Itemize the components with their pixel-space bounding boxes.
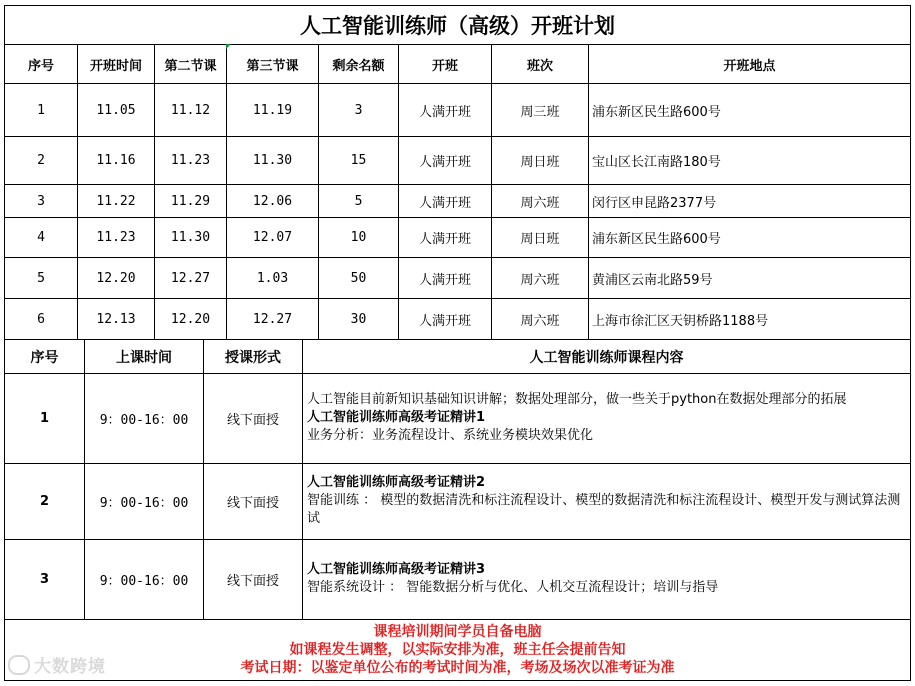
second-lesson-date: 11.23 <box>155 137 227 185</box>
start-date: 11.23 <box>78 218 155 258</box>
second-lesson-date: 12.27 <box>155 258 227 299</box>
course-index: 2 <box>5 464 85 540</box>
class-time: 9：00-16：00 <box>85 540 204 620</box>
class-session: 周六班 <box>492 299 589 340</box>
course-index: 1 <box>5 374 85 464</box>
course-intro: 人工智能目前新知识基础知识讲解；数据处理部分，做一些关于python在数据处理部分的拓展 <box>307 392 847 407</box>
start-date: 12.13 <box>78 299 155 340</box>
row-index: 1 <box>5 84 78 137</box>
course-content <box>303 540 911 620</box>
course-heading: 人工智能训练师高级考证精讲3 <box>307 562 486 577</box>
opening-status: 人满开班 <box>399 299 492 340</box>
header-remaining-seats: 剩余名额 <box>319 45 399 84</box>
location: 宝山区长江南路180号 <box>589 137 911 185</box>
notes-block <box>5 620 911 681</box>
course-row <box>5 374 911 464</box>
header-third-lesson: 第三节课 <box>227 45 319 84</box>
watermark-logo-icon <box>8 655 30 675</box>
note-line: 考试日期：以鉴定单位公布的考试时间为准，考场及场次以准考证为准 <box>240 660 675 676</box>
opening-status: 人满开班 <box>399 84 492 137</box>
start-date: 11.16 <box>78 137 155 185</box>
second-lesson-date: 12.20 <box>155 299 227 340</box>
course-header-row <box>5 340 911 374</box>
remaining-seats: 30 <box>319 299 399 340</box>
remaining-seats: 3 <box>319 84 399 137</box>
second-lesson-date: 11.30 <box>155 218 227 258</box>
class-time: 9：00-16：00 <box>85 374 204 464</box>
class-time: 9：00-16：00 <box>85 464 204 540</box>
location: 上海市徐汇区天钥桥路1188号 <box>589 299 911 340</box>
schedule-header-row <box>5 45 911 84</box>
note-line: 如课程发生调整，以实际安排为准，班主任会提前告知 <box>289 642 626 658</box>
watermark-text: 大数跨境 <box>34 657 106 677</box>
cell-comment-marker-icon <box>226 44 231 49</box>
location: 浦东新区民生路600号 <box>589 84 911 137</box>
page-title: 人工智能训练师（高级）开班计划 <box>5 6 911 45</box>
course-content <box>303 464 911 540</box>
course-row <box>5 540 911 620</box>
row-index: 4 <box>5 218 78 258</box>
header-index: 序号 <box>5 340 85 374</box>
table-row <box>5 84 911 137</box>
header-location: 开班地点 <box>589 45 911 84</box>
remaining-seats: 50 <box>319 258 399 299</box>
third-lesson-date: 1.03 <box>227 258 319 299</box>
second-lesson-date: 11.12 <box>155 84 227 137</box>
start-date: 11.22 <box>78 185 155 218</box>
table-row <box>5 218 911 258</box>
location: 闵行区申昆路2377号 <box>589 185 911 218</box>
third-lesson-date: 12.27 <box>227 299 319 340</box>
third-lesson-date: 11.19 <box>227 84 319 137</box>
remaining-seats: 10 <box>319 218 399 258</box>
note-line: 课程培训期间学员自备电脑 <box>373 624 542 640</box>
class-schedule-table <box>4 5 911 340</box>
remaining-seats: 5 <box>319 185 399 218</box>
schedule-sheet <box>4 5 910 681</box>
class-session: 周六班 <box>492 258 589 299</box>
header-class-time: 上课时间 <box>85 340 204 374</box>
class-session: 周三班 <box>492 84 589 137</box>
third-lesson-date: 11.30 <box>227 137 319 185</box>
course-heading: 人工智能训练师高级考证精讲1 <box>307 410 486 425</box>
start-date: 11.05 <box>78 84 155 137</box>
watermark <box>8 652 106 677</box>
table-row <box>5 299 911 340</box>
location: 黄浦区云南北路59号 <box>589 258 911 299</box>
course-detail: 智能训练 ： 模型的数据清洗和标注流程设计、模型的数据清洗和标注流程设计、模型开发与测试算法测试 <box>307 493 901 526</box>
header-start-date: 开班时间 <box>78 45 155 84</box>
class-session: 周日班 <box>492 218 589 258</box>
teaching-mode: 线下面授 <box>204 540 303 620</box>
table-row <box>5 185 911 218</box>
class-session: 周六班 <box>492 185 589 218</box>
table-row <box>5 137 911 185</box>
course-detail: 智能系统设计 ： 智能数据分析与优化、人机交互流程设计；培训与指导 <box>307 580 719 595</box>
teaching-mode: 线下面授 <box>204 374 303 464</box>
header-second-lesson: 第二节课 <box>155 45 227 84</box>
opening-status: 人满开班 <box>399 185 492 218</box>
third-lesson-date: 12.07 <box>227 218 319 258</box>
start-date: 12.20 <box>78 258 155 299</box>
row-index: 3 <box>5 185 78 218</box>
header-teaching-mode: 授课形式 <box>204 340 303 374</box>
table-row <box>5 258 911 299</box>
opening-status: 人满开班 <box>399 218 492 258</box>
course-detail: 业务分析：业务流程设计、系统业务模块效果优化 <box>307 428 594 443</box>
header-course-content: 人工智能训练师课程内容 <box>303 340 911 374</box>
course-content <box>303 374 911 464</box>
opening-status: 人满开班 <box>399 258 492 299</box>
header-index: 序号 <box>5 45 78 84</box>
course-index: 3 <box>5 540 85 620</box>
header-class-session: 班次 <box>492 45 589 84</box>
course-content-table <box>4 339 911 681</box>
row-index: 5 <box>5 258 78 299</box>
row-index: 2 <box>5 137 78 185</box>
opening-status: 人满开班 <box>399 137 492 185</box>
row-index: 6 <box>5 299 78 340</box>
second-lesson-date: 11.29 <box>155 185 227 218</box>
location: 浦东新区民生路600号 <box>589 218 911 258</box>
course-row <box>5 464 911 540</box>
course-heading: 人工智能训练师高级考证精讲2 <box>307 475 486 490</box>
remaining-seats: 15 <box>319 137 399 185</box>
header-opening: 开班 <box>399 45 492 84</box>
third-lesson-date: 12.06 <box>227 185 319 218</box>
teaching-mode: 线下面授 <box>204 464 303 540</box>
class-session: 周日班 <box>492 137 589 185</box>
